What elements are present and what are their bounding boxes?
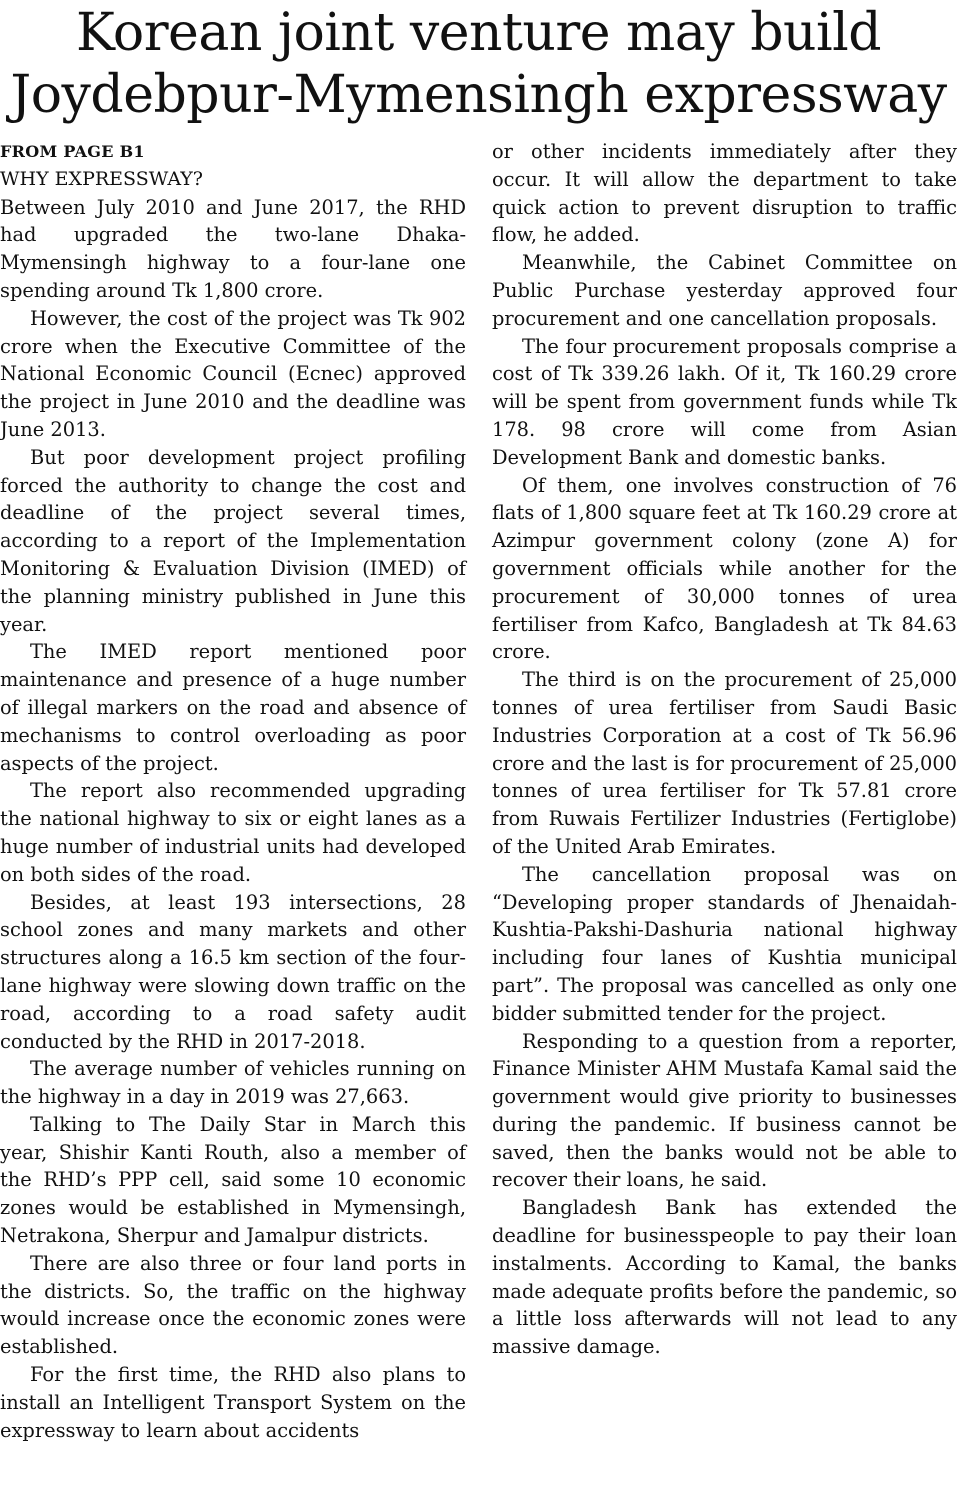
left-column	[0, 138, 466, 1444]
paragraph: Responding to a question from a reporter, Finance Minister AHM Mustafa Kamal said the government would give priority to businesses during the pandemic. If business cannot be saved, then the banks would not be able to recover their loans, he said.	[492, 1029, 957, 1192]
paragraph: The report also recommended upgrading the national highway to six or eight lanes as a huge number of industrial units had developed on both sides of the road.	[0, 779, 466, 886]
continued-paragraph: or other incidents immediately after they occur. It will allow the department to take quick action to prevent disruption to traffic flow, he added.	[492, 140, 957, 247]
paragraph: Bangladesh Bank has extended the deadline for businesspeople to pay their loan instalments. According to Kamal, the banks made adequate profits before the pandemic, so a little loss afterwards will not lead to any massive damage.	[492, 1196, 957, 1359]
headline	[0, 2, 957, 126]
paragraph: The average number of vehicles running on the highway in a day in 2019 was 27,663.	[0, 1057, 466, 1109]
paragraph: But poor development project profiling forced the authority to change the cost and deadline of the project several times, according to a report of the Implementation Monitoring & Evaluation Division (IMED) of the planning ministry published in June this year.	[0, 445, 466, 636]
paragraph: There are also three or four land ports in the districts. So, the traffic on the highway would increase once the economic zones were established.	[0, 1251, 466, 1359]
paragraph: Between July 2010 and June 2017, the RHD had upgraded the two-lane Dhaka-Mymensingh highway to a four-lane one spending around Tk 1,800 crore.	[0, 195, 466, 302]
paragraph: Besides, at least 193 intersections, 28 school zones and many markets and other structures along a 16.5 km section of the four-lane highway were slowing down traffic on the road, according to a road safety audit conducted by the RHD in 2017-2018.	[0, 890, 466, 1053]
paragraph: For the first time, the RHD also plans to install an Intelligent Transport System on the expressway to learn about accidents	[0, 1363, 466, 1442]
paragraph: The third is on the procurement of 25,000 tonnes of urea fertiliser from Saudi Basic Industries Corporation at a cost of Tk 56.96 crore and the last is for procurement of 25,000 tonnes of urea fertiliser for Tk 57.81 crore from Ruwais Fertilizer Industries (Fertiglobe) of the United Arab Emirates.	[492, 668, 957, 858]
from-page-label: FROM PAGE B1	[0, 142, 145, 161]
paragraph: The cancellation proposal was on “Developing proper standards of Jhenaidah-Kushtia-Pakshi-Dashuria national highway including four lanes of Kushtia municipal part”. The proposal was cancelled as only one bidder submitted tender for the project.	[492, 862, 957, 1025]
paragraph: Talking to The Daily Star in March this year, Shishir Kanti Routh, also a member of the RHD’s PPP cell, said some 10 economic zones would be established in Mymensingh, Netrakona, Sherpur and Jamalpur districts.	[0, 1112, 466, 1248]
headline-line-2: Joydebpur-Mymensingh expressway	[10, 65, 947, 125]
headline-line-1: Korean joint venture may build	[75, 3, 882, 63]
paragraph: The IMED report mentioned poor maintenance and presence of a huge number of illegal markers on the road and absence of mechanisms to control overloading as poor aspects of the project.	[0, 640, 466, 775]
paragraph: Meanwhile, the Cabinet Committee on Public Purchase yesterday approved four procurement and one cancellation proposals.	[492, 251, 957, 330]
right-column	[492, 138, 957, 1361]
paragraph: However, the cost of the project was Tk 902 crore when the Executive Committee of the National Economic Council (Ecnec) approved the project in June 2010 and the deadline was June 2013.	[0, 306, 466, 441]
paragraph: The four procurement proposals comprise a cost of Tk 339.26 lakh. Of it, Tk 160.29 crore will be spent from government funds while Tk 178. 98 crore will come from Asian Development Bank and domestic banks.	[492, 334, 957, 469]
subhead: WHY EXPRESSWAY?	[0, 167, 203, 190]
paragraph: Of them, one involves construction of 76 flats of 1,800 square feet at Tk 160.29 crore at Azimpur government colony (zone A) for government officials while another for the procurement of 30,000 tonnes of urea fertiliser from Kafco, Bangladesh at Tk 84.63 crore.	[492, 473, 957, 664]
